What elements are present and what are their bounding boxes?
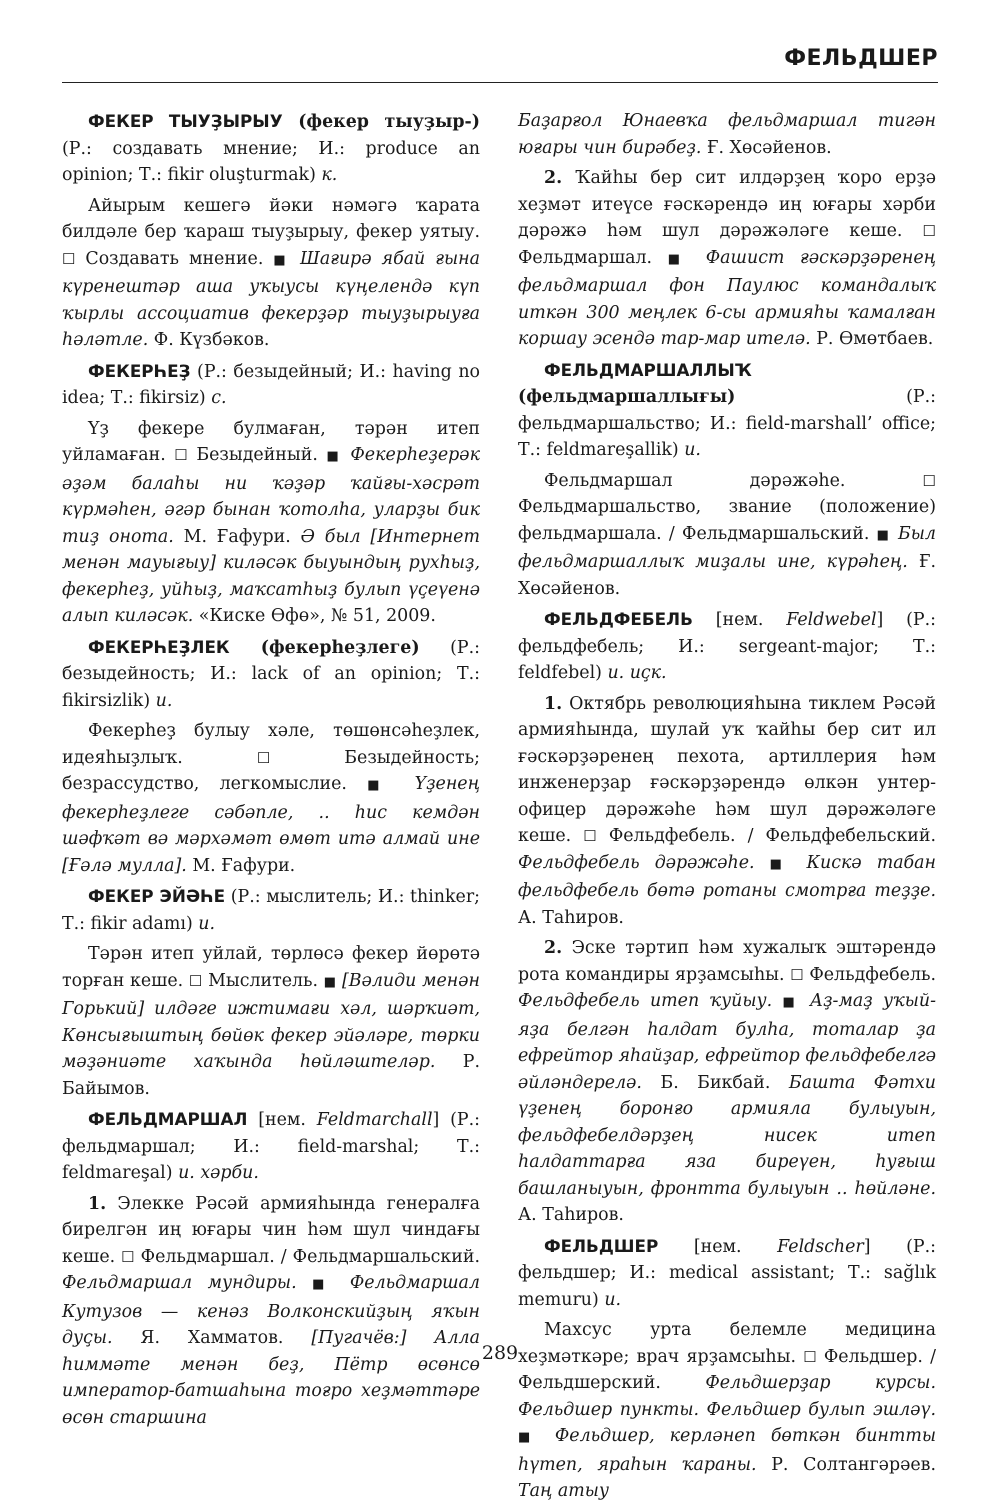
example-source: А. Таһиров. [518, 907, 624, 928]
dictionary-entry [518, 1233, 936, 1314]
example-quote: Таң атыу [518, 1481, 609, 1501]
example-quote: Үҙенең фекерһеҙлеге сәбәпле, .. һис кемдән шәфҡәт вә мәрхәмәт өмөт итә алмай ине [Ғәлә мулла]. [62, 774, 480, 876]
entry-translations: (Р.: безыдейный; И.: having no idea; Т.: fikirsiz) [62, 361, 480, 408]
etymology-label: [нем. [247, 1110, 317, 1130]
example-quote: Был фельдмаршаллыҡ миҙалы ине, күрәһең. [518, 523, 936, 572]
open-box-marker: ☐ [922, 471, 936, 490]
etymology-close: ] [876, 610, 884, 630]
filled-square-marker: ■ [323, 974, 337, 990]
russian-equivalent: Фельдмаршал. [518, 247, 668, 268]
open-box-marker: ☐ [174, 446, 188, 464]
entry-definition [62, 193, 480, 354]
example-source: Ғ. Хөсәйенов. [701, 137, 832, 158]
russian-equivalent: Фельдфебель. [803, 964, 936, 985]
example-quote: Аҙ-маҙ уҡый-яҙа белгән һалдат булһа, тоталар ҙа ефрейтор яһайҙар, ефрейтор фельдфебелгә әйләндерелә. [518, 991, 936, 1093]
entry-translations: (Р.: безыдейность; И.: lack of an opinion; Т.: fikirsizlik) [62, 637, 480, 711]
russian-equivalent: Фельдмаршал. / Фельдмаршальский. [134, 1246, 480, 1267]
entry-grammar: (фекер тыуҙыр-) [282, 112, 480, 132]
example-quote: Фекерһеҙерәк әҙәм балаһы ни ҡәҙәр ҡайғы-хәсрәт күрмәһен, әгәр бынан ҡотолһа, уларҙы бик тиҙ онота. [62, 445, 480, 547]
part-of-speech: и. [198, 913, 216, 934]
filled-square-marker: ■ [769, 856, 792, 872]
definition-text: Махсус урта белемле медицина хеҙмәткәре; врач ярҙамсыһы. [518, 1320, 936, 1367]
example-quote: Башта Фәтхи үҙенең боронғо армияла булыуын, фельдфебелдәрҙең нисек итеп һалдаттарға яза биреүен, һуғыш башланыуын, фронтта булыуын .. һөйләне. [518, 1072, 937, 1199]
example-quote: Фельдшер, керләнеп бөткән бинтты һүтеп, яраһын ҡараны. [518, 1426, 936, 1475]
entry-definition [62, 1191, 480, 1432]
entry-definition [518, 691, 936, 932]
sense-number: 2. [544, 938, 563, 958]
part-of-speech: и. [604, 1289, 622, 1310]
open-box-marker: ☐ [922, 222, 936, 240]
example-quote: Фашист ғәскәрҙәренең фельдмаршал фон Паулюс командалыҡ иткән 300 меңлек 6-сы армияһы ҡамалған коршау эсендә тар-мар ителә. [518, 247, 937, 349]
etymology-word: Feldmarchall [316, 1110, 433, 1130]
entry-translations: (Р.: фельдмаршальство; И.: field-marshall’ office; Т.: feldmareşallik) [518, 387, 936, 460]
dictionary-entry [62, 634, 480, 715]
entry-grammar: (фельдмаршаллығы) [518, 387, 736, 407]
part-of-speech: и. [684, 440, 701, 460]
entry-continuation [518, 108, 936, 161]
dictionary-entry [518, 357, 936, 464]
definition-text: Элекке Рәсәй армияһында генералға бирелгән иң юғары чин һәм шул чиндағы кеше. [62, 1193, 480, 1267]
filled-square-marker: ■ [367, 778, 395, 793]
dictionary-entry [62, 883, 480, 937]
example-quote: [Вәлиди менән Горький] илдәге ижтимағи хәл, шәрҡиәт, Көнсығыштың бөйөк фекер эйәләре, төрки мәҙәниәте хаҡында һөйләштеләр. [62, 970, 480, 1072]
example-quote: Фельдфебель итеп ҡуйыу. [518, 991, 773, 1011]
entry-headword: ФЕКЕРҺЕҘЛЕК [88, 636, 230, 657]
example-quote: Фельдмаршал Кутузов — кенәз Волконскийҙың яҡын дуҫы. [62, 1273, 480, 1348]
russian-equivalent: Фельдшер. / Фельдшерский. [518, 1346, 936, 1393]
entry-definition [518, 165, 936, 353]
open-box-marker: ☐ [188, 971, 203, 990]
dictionary-entry [62, 108, 480, 189]
part-of-speech: и. [155, 690, 173, 711]
open-box-marker: ☐ [256, 748, 271, 767]
entry-headword: ФЕКЕРҺЕҘ [88, 360, 191, 381]
entry-definition [518, 935, 936, 1229]
left-column [62, 108, 480, 1435]
entry-headword: ФЕКЕР ЭЙӘҺЕ [88, 886, 226, 906]
filled-square-marker: ■ [273, 252, 291, 268]
open-box-marker: ☐ [62, 249, 76, 268]
open-box-marker: ☐ [583, 827, 597, 845]
filled-square-marker: ■ [518, 1430, 540, 1445]
dictionary-entry [62, 1106, 480, 1187]
entry-definition [62, 941, 480, 1102]
example-quote: [Пугачёв:] Алла һиммәте менән беҙ, Пётр өсөнсө император-батшаһына тоғро хеҙмәттәре өсөн старшина [62, 1328, 480, 1428]
definition-text: Үҙ фекере булмаған, тәрән итеп уйламаған. [62, 418, 480, 465]
entry-definition [518, 468, 936, 603]
entry-grammar: (фекерһеҙлеге) [229, 637, 420, 658]
definition-text: Тәрән итеп уйлай, төрлөсә фекер йөрөтә торған кеше. [62, 944, 480, 991]
russian-equivalent: Мыслитель. [202, 970, 324, 991]
filled-square-marker: ■ [782, 995, 800, 1010]
etymology-word: Feldwebel [786, 610, 877, 630]
open-box-marker: ☐ [121, 1247, 135, 1266]
part-of-speech: к. [321, 165, 338, 185]
running-head: ФЕЛЬДШЕР [784, 46, 938, 71]
example-quote: Фельдфебель дәрәжәһе. [518, 852, 755, 873]
russian-equivalent: Безыдейность; безрассудство, легкомыслие. [62, 747, 480, 794]
part-of-speech: и. иҫк. [607, 663, 667, 683]
example-quote: Баҙарғол Юнаевҡа фельдмаршал тигән юғары чин бирәбеҙ. [518, 111, 936, 158]
example-source: Я. Хамматов. [112, 1328, 312, 1348]
example-quote: Шағирә ябай ғына күренештәр аша уҡыусы күңелендә күп ҡырлы ассоциатив фекерҙәр тыуҙырыуға һәләтле. [62, 248, 480, 350]
entry-translations: (Р.: мыслитель; И.: thinker; Т.: fikir adamı) [62, 887, 481, 934]
example-quote: Ә был [Интернет менән мауығыу] киләсәк быуындың рухһыҙ, фекерһеҙ, уйһыҙ, маҡсатһыҙ булып үҫеүенә алып киләсәк. [62, 526, 480, 626]
definition-text: Фекерһеҙ булыу хәле, төшөнсәһеҙлек, идеяһыҙлыҡ. [62, 721, 480, 768]
etymology-label: [нем. [692, 610, 787, 630]
example-source: Ф. Күзбәков. [148, 330, 270, 350]
russian-equivalent: Создавать мнение. [75, 248, 274, 269]
example-source: Р. Солтангәрәев. [756, 1454, 936, 1475]
example-quote: Фельдшерҙар курсы. Фельдшер пункты. Фельдшер булып эшләү. [518, 1373, 936, 1420]
dictionary-entry [62, 358, 480, 412]
open-box-marker: ☐ [790, 965, 804, 984]
example-source: М. Ғафури. [173, 526, 301, 547]
dictionary-entry [518, 606, 936, 687]
definition-text: Айырым кешегә йәки нәмәгә ҡарата билдәле бер ҡараш тыуҙырыу, фекер уятыу. [62, 195, 480, 242]
sense-number: 1. [544, 693, 563, 714]
filled-square-marker: ■ [667, 251, 691, 267]
definition-text: Фельдмаршал дәрәжәһе. [544, 470, 923, 491]
sense-number: 2. [544, 168, 563, 188]
etymology-word: Feldscher [777, 1236, 864, 1257]
definition-text: Ҡайһы бер сит илдәрҙең ҡоро ерҙә хеҙмәт итеүсе ғәскәрендә иң юғары хәрби дәрәжә һәм шул дәрәжәләге кеше. [518, 168, 936, 241]
definition-text: Эске тәртип һәм хужалыҡ эштәрендә рота командиры ярҙамсыһы. [518, 938, 936, 985]
entry-headword: ФЕЛЬДФЕБЕЛЬ [544, 609, 693, 629]
sense-number: 1. [88, 1193, 107, 1214]
example-source: Р. Өмөтбаев. [810, 329, 934, 349]
example-source: А. Таһиров. [518, 1205, 624, 1225]
entry-translations: (Р.: создавать мнение; И.: produce an opinion; Т.: fikir oluşturmak) [62, 138, 480, 185]
etymology-label: [нем. [658, 1236, 778, 1257]
example-quote: Фельдмаршал мундиры. [62, 1273, 297, 1293]
page-number: 289 [481, 1342, 519, 1364]
entry-headword: ФЕЛЬДМАРШАЛЛЫҠ [544, 359, 752, 380]
definition-text: Октябрь революцияһына тиклем Рәсәй армияһында, шулай уҡ ҡайһы бер сит ил ғәскәрҙәренең пехота, артиллерия һәм инженерҙар ғәскәрҙәрендә өлкән унтер-офицер дәрәжәһе һәм шул дәрәжәләге кеше. [518, 693, 936, 846]
entry-headword: ФЕКЕР ТЫУҘЫРЫУ [88, 111, 283, 131]
russian-equivalent: Фельдфебель. / Фельдфебельский. [596, 826, 936, 846]
example-source: «Киске Өфө», № 51, 2009. [193, 606, 436, 626]
filled-square-marker: ■ [326, 449, 342, 464]
entry-headword: ФЕЛЬДМАРШАЛ [88, 1109, 248, 1129]
entry-translations: (Р.: фельдфебель; И.: sergeant-major; Т.: feldfebel) [518, 610, 937, 683]
part-of-speech: с. [211, 388, 227, 408]
example-source: Б. Бикбай. [641, 1072, 789, 1093]
etymology-close: ] [863, 1236, 871, 1257]
filled-square-marker: ■ [312, 1277, 335, 1292]
filled-square-marker: ■ [876, 527, 891, 543]
entry-definition [62, 718, 480, 879]
russian-equivalent: Безыдейный. [187, 445, 327, 465]
right-column [518, 108, 936, 1509]
russian-equivalent: Фельдмаршальство, звание (положение) фельдмаршала. / Фельдмаршальский. [518, 497, 936, 544]
open-box-marker: ☐ [803, 1347, 817, 1366]
etymology-close: ] [432, 1110, 440, 1130]
entry-translations: (Р.: фельдшер; И.: medical assistant; Т.: sağlık memuru) [518, 1236, 937, 1310]
example-source: Ғ. Хөсәйенов. [518, 552, 936, 599]
header-rule [62, 82, 938, 83]
example-quote: Кискә табан фельдфебель бөтә ротаны смотрға теҙҙе. [518, 852, 936, 901]
example-source: Р. Байымов. [62, 1052, 480, 1099]
part-of-speech: и. хәрби. [178, 1163, 259, 1183]
entry-translations: (Р.: фельдмаршал; И.: field-marshal; Т.: feldmareşal) [62, 1110, 481, 1183]
example-source: М. Ғафури. [186, 855, 296, 876]
entry-definition [62, 416, 480, 630]
entry-headword: ФЕЛЬДШЕР [544, 1235, 659, 1256]
